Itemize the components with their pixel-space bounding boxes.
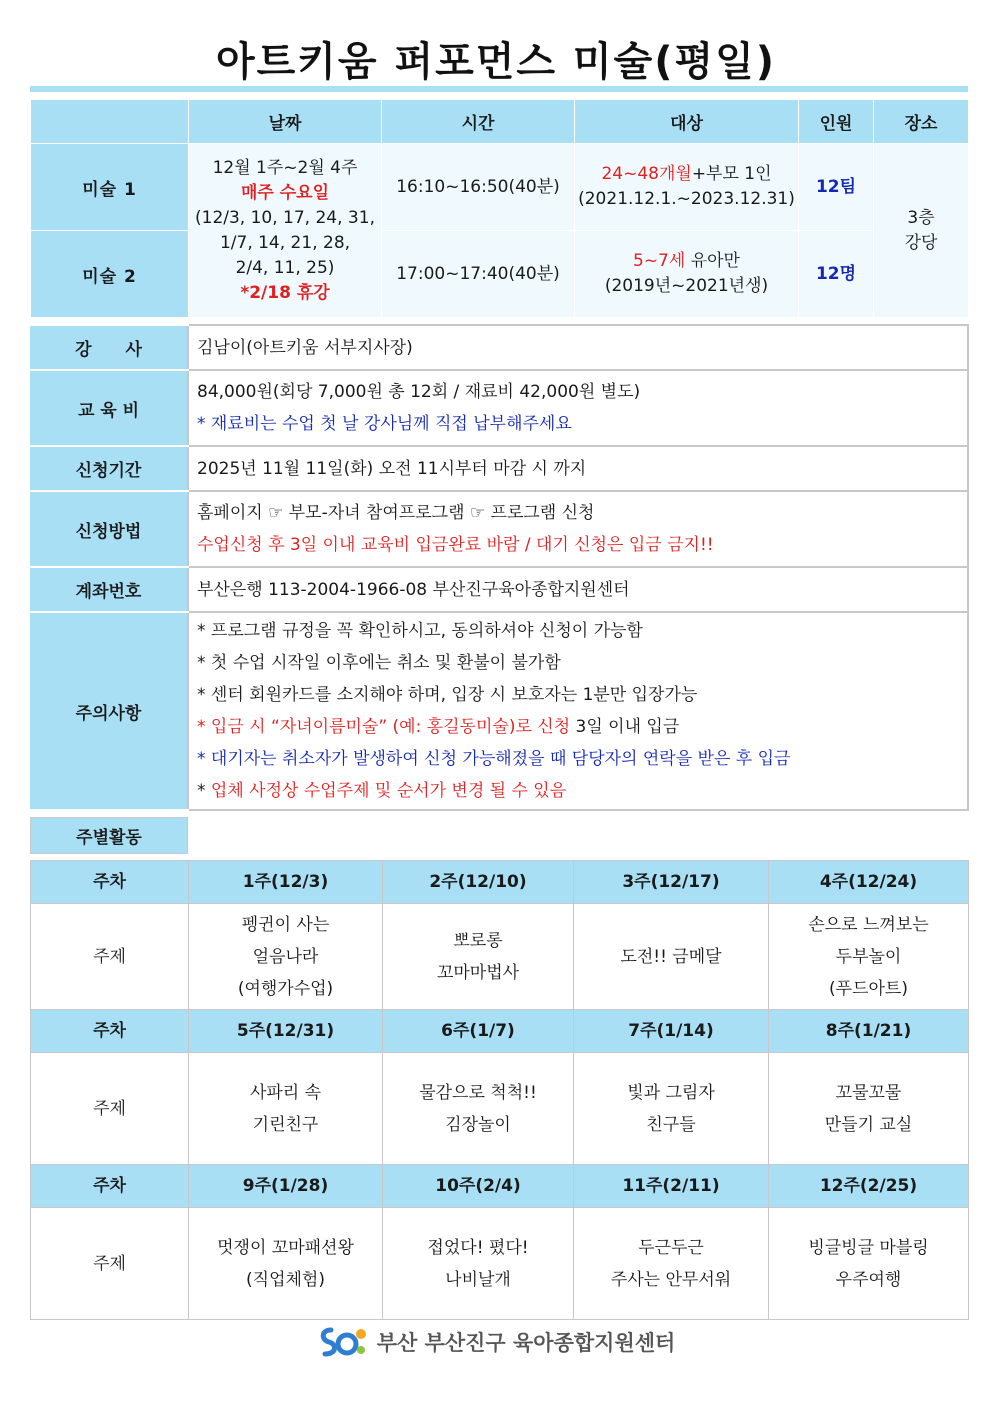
schedule-header-blank [31,100,189,144]
schedule-header-row [31,100,969,144]
weekly-activities-label: 주별활동 [30,817,188,854]
topic-line: 빙글빙글 마블링 [808,1237,929,1258]
weekly-table [30,860,969,1320]
topic-cell [769,1208,969,1320]
topic-cell [383,1208,574,1320]
topic-line: 뽀로롱 [453,930,503,951]
topic-row [31,904,969,1010]
notice-plain-part: 3일 이내 입금 [570,717,680,737]
week-number: 12주(2/25) [769,1165,969,1208]
header-time: 시간 [382,100,575,144]
topic-cell [574,904,769,1010]
topic-cell [769,904,969,1010]
topic-line: 나비날개 [445,1269,511,1290]
topic-line: 멋쟁이 꼬마패션왕 [217,1237,354,1258]
footer [0,1322,992,1362]
notice-label: 주의사항 [30,612,188,810]
schedule-table [30,99,969,318]
date-list-2: 1/7, 14, 21, 28, [219,232,351,253]
fee-note: * 재료비는 수업 첫 날 강사님께 직접 납부해주세요 [197,414,572,434]
notice-red-part: 업체 사정상 수업주제 및 순서가 변경 될 수 있음 [205,781,567,801]
week-row-label: 주차 [31,1165,189,1208]
week-row [31,1010,969,1053]
topic-row-label: 주제 [31,904,189,1010]
week-row-label: 주차 [31,1010,189,1053]
week-number: 9주(1/28) [189,1165,383,1208]
target-birth-range: (2019년~2021년생) [604,276,769,296]
header-date: 날짜 [189,100,382,144]
schedule-row-1 [31,144,969,231]
topic-line: 펭귄이 사는 [241,914,330,935]
topic-line: 손으로 느껴보는 [808,914,929,935]
topic-line: 빛과 그림자 [627,1082,715,1103]
fee-amount: 84,000원(회당 7,000원 총 12회 / 재료비 42,000원 별도) [197,382,641,402]
week-row [31,861,969,904]
topic-cell [769,1053,969,1165]
topic-line: (직업체험) [246,1269,325,1290]
topic-line: 얼음나라 [252,946,319,967]
date-range: 12월 1주~2월 4주 [212,157,358,178]
topic-row [31,1208,969,1320]
week-number: 7주(1/14) [574,1010,769,1053]
method-note: 수업신청 후 3일 이내 교육비 입금완료 바람 / 대기 신청은 입금 금지!! [197,535,714,555]
target-cell [575,231,799,318]
info-row-teacher [30,325,968,370]
time-cell: 17:00~17:40(40분) [382,231,575,318]
notice-item: * 첫 수업 시작일 이후에는 취소 및 환불이 불가함 [197,653,561,673]
topic-line: 기린친구 [252,1114,319,1135]
topic-line: 두부놀이 [835,946,902,967]
header-target: 대상 [575,100,799,144]
time-cell: 16:10~16:50(40분) [382,144,575,231]
topic-line: (푸드아트) [829,978,908,999]
notice-item [197,711,959,743]
title-underline [30,86,968,92]
date-list-3: 2/4, 11, 25) [235,257,335,278]
fee-value [188,370,968,446]
notice-item: * 센터 회원카드를 소지해야 하며, 입장 시 보호자는 1분만 입장가능 [197,685,698,705]
topic-row-label: 주제 [31,1208,189,1320]
topic-line: 김장놀이 [445,1114,511,1135]
class-name: 미술 1 [31,144,189,231]
period-label: 신청기간 [30,446,188,491]
date-holiday: *2/18 휴강 [240,282,330,303]
notice-red-part: * 입금 시 “자녀이름미술” (예: 홍길동미술)로 신청 [197,717,571,737]
week-number: 2주(12/10) [383,861,574,904]
date-cell [189,144,382,318]
week-row [31,1165,969,1208]
week-number: 3주(12/17) [574,861,769,904]
header-place: 장소 [874,100,969,144]
place-floor: 3층 [907,207,935,228]
info-row-method [30,491,968,567]
notice-star: * [197,781,206,801]
topic-cell [189,1208,383,1320]
date-list-1: (12/3, 10, 17, 24, 31, [195,207,375,228]
period-value: 2025년 11월 11일(화) 오전 11시부터 마감 시 까지 [188,446,968,491]
info-row-period [30,446,968,491]
capacity-cell: 12명 [799,231,874,318]
week-row-label: 주차 [31,861,189,904]
teacher-label: 강 사 [30,325,188,370]
target-extra: 유아만 [685,251,740,271]
page-title: 아트키움 퍼포먼스 미술(평일) [215,39,777,85]
week-number: 5주(12/31) [189,1010,383,1053]
footer-center-name: 부산 부산진구 육아종합지원센터 [376,1331,676,1355]
topic-line: 접었다! 폈다! [427,1237,529,1258]
topic-line: 물감으로 척척!! [419,1082,537,1103]
topic-cell [574,1208,769,1320]
topic-cell [383,904,574,1010]
topic-line: 사파리 속 [249,1082,322,1103]
method-steps: 홈페이지 ☞ 부모-자녀 참여프로그램 ☞ 프로그램 신청 [197,503,595,523]
week-number: 11주(2/11) [574,1165,769,1208]
topic-cell [189,904,383,1010]
topic-line: 도전!! 금메달 [620,946,722,967]
target-cell [575,144,799,231]
topic-line: 두근두근 [638,1237,704,1258]
notice-item: * 대기자는 취소자가 발생하여 신청 가능해졌을 때 담당자의 연락을 받은 후 입금 [197,749,791,769]
week-number: 6주(1/7) [383,1010,574,1053]
place-room: 강당 [904,232,938,253]
header-capacity: 인원 [799,100,874,144]
target-extra: +부모 1인 [691,164,772,184]
info-row-account [30,567,968,612]
method-label: 신청방법 [30,491,188,567]
class-name: 미술 2 [31,231,189,318]
target-birth-range: (2021.12.1.~2023.12.31) [578,189,795,209]
topic-cell [189,1053,383,1165]
capacity-cell: 12팀 [799,144,874,231]
topic-line: 꼬마마법사 [436,962,520,983]
topic-line: (여행가수업) [237,978,334,999]
topic-row-label: 주제 [31,1053,189,1165]
date-weekday: 매주 수요일 [240,182,330,203]
info-row-fee [30,370,968,446]
account-label: 계좌번호 [30,567,188,612]
topic-line: 친구들 [646,1114,696,1135]
week-number: 4주(12/24) [769,861,969,904]
notice-item [197,775,959,807]
topic-line: 주사는 안무서워 [610,1269,732,1290]
topic-cell [383,1053,574,1165]
center-logo-icon [317,1324,369,1360]
notice-item: * 프로그램 규정을 꼭 확인하시고, 동의하셔야 신청이 가능함 [197,621,643,641]
week-number: 10주(2/4) [383,1165,574,1208]
teacher-value: 김남이(아트키움 서부지사장) [188,325,968,370]
topic-line: 우주여행 [835,1269,902,1290]
info-row-notice [30,612,968,810]
place-cell [874,144,969,318]
topic-row [31,1053,969,1165]
method-value [188,491,968,567]
target-age: 5~7세 [633,251,686,271]
notice-list [188,612,968,810]
topic-cell [574,1053,769,1165]
topic-line: 만들기 교실 [824,1114,913,1135]
account-value: 부산은행 113-2004-1966-08 부산진구육아종합지원센터 [188,567,968,612]
fee-label: 교 육 비 [30,370,188,446]
week-number: 8주(1/21) [769,1010,969,1053]
topic-line: 꼬물꼬물 [835,1082,902,1103]
info-table [30,324,969,811]
week-number: 1주(12/3) [189,861,383,904]
schedule-row-2 [31,231,969,318]
target-age: 24~48개월 [601,164,692,184]
